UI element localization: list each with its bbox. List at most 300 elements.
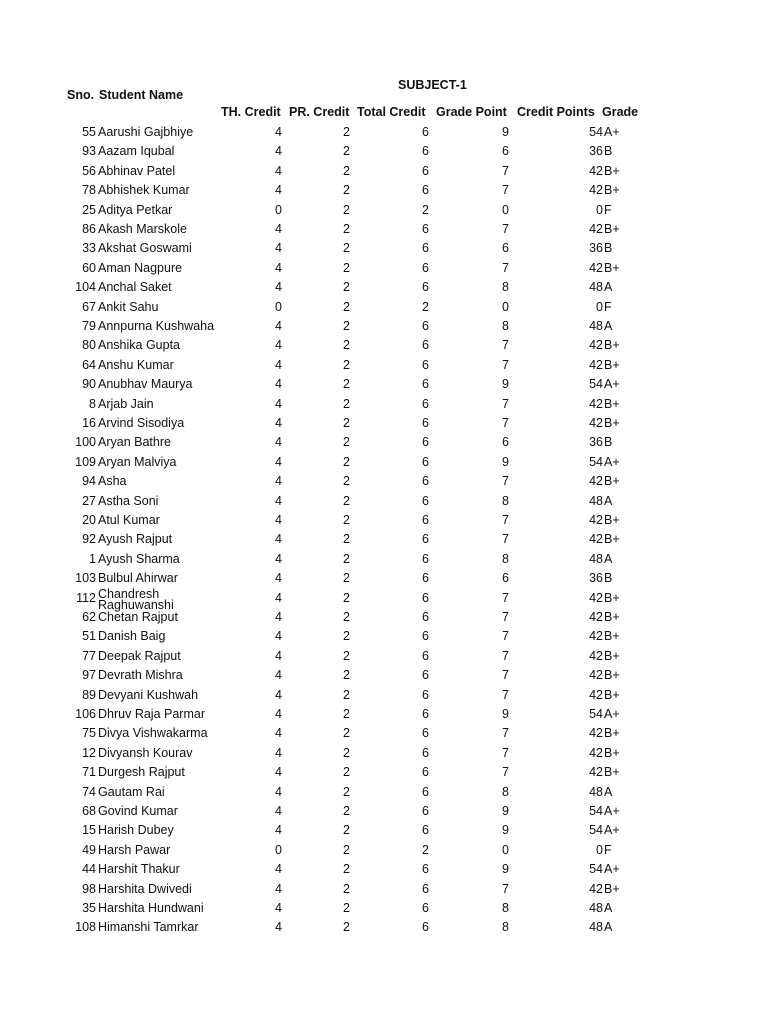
total-credit-cell: 6 xyxy=(422,532,429,547)
credit-points-cell: 42 xyxy=(589,513,603,527)
sno-cell: 15 xyxy=(82,823,96,838)
grade-cell: B+ xyxy=(604,590,620,605)
grade-cell: B+ xyxy=(604,357,620,372)
th-credit-cell: 4 xyxy=(275,590,282,605)
sno-cell: 71 xyxy=(82,765,96,780)
credit-points-cell: 36 xyxy=(589,144,603,159)
credit-points-cell: 42 xyxy=(589,668,603,683)
th-credit-cell: 4 xyxy=(275,357,282,372)
grade-point-cell: 6 xyxy=(502,571,509,586)
th-credit-cell: 4 xyxy=(275,183,282,198)
student-name-cell: Ayush Sharma xyxy=(98,551,180,566)
total-credit-cell: 6 xyxy=(422,474,429,489)
th-credit-cell: 4 xyxy=(275,687,282,702)
table-row xyxy=(0,356,768,375)
sno-cell: 80 xyxy=(82,338,96,353)
grade-cell: F xyxy=(604,299,612,314)
table-row xyxy=(0,744,768,763)
credit-points-cell: 54 xyxy=(589,707,603,721)
th-credit-cell: 4 xyxy=(275,862,282,877)
table-row xyxy=(0,608,768,627)
table-row xyxy=(0,841,768,860)
grade-cell: A xyxy=(604,319,613,333)
grade-point-cell: 7 xyxy=(502,726,509,741)
sno-cell: 112 xyxy=(76,590,96,605)
sno-cell: 92 xyxy=(82,532,96,547)
pr-credit-cell: 2 xyxy=(343,144,350,159)
grade-cell: A xyxy=(604,551,613,566)
student-name-cell: Divya Vishwakarma xyxy=(98,726,208,741)
credit-points-header: Credit Points xyxy=(517,105,595,119)
pr-credit-cell: 2 xyxy=(343,338,350,353)
th-credit-cell: 4 xyxy=(275,881,282,896)
grade-point-cell: 8 xyxy=(502,319,509,333)
grade-cell: B+ xyxy=(604,726,620,741)
total-credit-cell: 2 xyxy=(422,842,429,857)
pr-credit-cell: 2 xyxy=(343,474,350,489)
grade-cell: A+ xyxy=(604,823,620,838)
total-credit-cell: 6 xyxy=(422,280,429,295)
grade-point-cell: 6 xyxy=(502,435,509,450)
table-row xyxy=(0,821,768,840)
total-credit-cell: 6 xyxy=(422,163,429,178)
grade-point-cell: 7 xyxy=(502,629,509,644)
grade-cell: B+ xyxy=(604,532,620,547)
subject-heading: SUBJECT-1 xyxy=(398,78,467,92)
student-name-cell: Ankit Sahu xyxy=(98,299,159,314)
pr-credit-cell: 2 xyxy=(343,125,350,139)
credit-points-cell: 48 xyxy=(589,319,603,333)
grade-point-header: Grade Point xyxy=(436,105,507,119)
th-credit-cell: 4 xyxy=(275,222,282,236)
credit-points-cell: 42 xyxy=(589,416,603,430)
th-credit-cell: 4 xyxy=(275,629,282,644)
grade-cell: A+ xyxy=(604,707,620,721)
grade-cell: B+ xyxy=(604,687,620,702)
grade-point-cell: 6 xyxy=(502,241,509,256)
th-credit-cell: 4 xyxy=(275,745,282,760)
th-credit-cell: 4 xyxy=(275,551,282,566)
pr-credit-cell: 2 xyxy=(343,241,350,256)
grade-point-cell: 7 xyxy=(502,474,509,489)
student-name-cell: Aman Nagpure xyxy=(98,260,183,275)
student-name-cell: Gautam Rai xyxy=(98,784,165,799)
grade-point-cell: 7 xyxy=(502,610,509,624)
student-name-cell: Astha Soni xyxy=(98,493,159,508)
student-name-cell: Harshit Thakur xyxy=(98,862,180,877)
credit-points-cell: 48 xyxy=(589,280,603,295)
credit-points-cell: 42 xyxy=(589,745,603,760)
credit-points-cell: 42 xyxy=(589,260,603,275)
credit-points-cell: 42 xyxy=(589,183,603,198)
grade-cell: A+ xyxy=(604,454,620,469)
credit-points-cell: 42 xyxy=(589,396,603,411)
total-credit-cell: 6 xyxy=(422,513,429,527)
pr-credit-cell: 2 xyxy=(343,862,350,877)
table-row xyxy=(0,181,768,200)
grade-point-cell: 9 xyxy=(502,804,509,818)
sno-cell: 49 xyxy=(82,842,96,857)
table-row xyxy=(0,705,768,724)
grade-point-cell: 9 xyxy=(502,707,509,721)
student-name-cell: Annpurna Kushwaha xyxy=(98,319,215,333)
credit-points-cell: 48 xyxy=(589,551,603,566)
th-credit-cell: 4 xyxy=(275,765,282,780)
credit-points-cell: 42 xyxy=(589,687,603,702)
th-credit-cell: 4 xyxy=(275,435,282,450)
th-credit-cell: 4 xyxy=(275,454,282,469)
total-credit-cell: 6 xyxy=(422,144,429,159)
table-row xyxy=(0,453,768,472)
student-name-cell: Chetan Rajput xyxy=(98,610,178,624)
th-credit-cell: 4 xyxy=(275,163,282,178)
credit-points-cell: 48 xyxy=(589,784,603,799)
th-credit-cell: 4 xyxy=(275,260,282,275)
credit-points-cell: 42 xyxy=(589,590,603,605)
student-name-cell: Deepak Rajput xyxy=(98,648,181,663)
sno-cell: 78 xyxy=(82,183,96,198)
th-credit-cell: 4 xyxy=(275,513,282,527)
sno-cell: 98 xyxy=(82,881,96,896)
credit-points-cell: 0 xyxy=(596,842,603,857)
total-credit-cell: 6 xyxy=(422,125,429,139)
sno-cell: 64 xyxy=(82,357,96,372)
grade-cell: B xyxy=(604,241,613,256)
student-name-cell: Anchal Saket xyxy=(98,280,172,295)
grade-cell: A+ xyxy=(604,804,620,818)
table-row xyxy=(0,239,768,258)
total-credit-cell: 6 xyxy=(422,668,429,683)
total-credit-cell: 6 xyxy=(422,396,429,411)
pr-credit-cell: 2 xyxy=(343,920,350,935)
table-row xyxy=(0,724,768,743)
grade-point-cell: 8 xyxy=(502,551,509,566)
total-credit-cell: 6 xyxy=(422,377,429,392)
th-credit-cell: 4 xyxy=(275,610,282,624)
credit-points-cell: 54 xyxy=(589,823,603,838)
student-name-cell: Aditya Petkar xyxy=(98,202,173,217)
sno-cell: 68 xyxy=(82,804,96,818)
table-row xyxy=(0,336,768,355)
credit-points-cell: 54 xyxy=(589,377,603,392)
grade-point-cell: 9 xyxy=(502,125,509,139)
total-credit-cell: 6 xyxy=(422,707,429,721)
credit-points-cell: 0 xyxy=(596,202,603,217)
grade-point-cell: 7 xyxy=(502,648,509,663)
grade-point-cell: 8 xyxy=(502,280,509,295)
sno-cell: 97 xyxy=(82,668,96,683)
grade-cell: A xyxy=(604,901,613,915)
pr-credit-cell: 2 xyxy=(343,435,350,450)
table-row xyxy=(0,918,768,937)
total-credit-cell: 6 xyxy=(422,765,429,780)
th-credit-cell: 4 xyxy=(275,707,282,721)
th-credit-cell: 4 xyxy=(275,280,282,295)
pr-credit-cell: 2 xyxy=(343,260,350,275)
student-name-cell: Aryan Bathre xyxy=(98,435,171,450)
pr-credit-cell: 2 xyxy=(343,183,350,198)
student-name-cell: Abhinav Patel xyxy=(98,163,176,178)
sno-cell: 106 xyxy=(75,707,96,721)
student-name-cell: Bulbul Ahirwar xyxy=(98,571,178,586)
student-name-cell: Harish Dubey xyxy=(98,823,174,838)
grade-cell: B+ xyxy=(604,183,620,198)
grade-point-cell: 7 xyxy=(502,338,509,353)
grade-cell: B+ xyxy=(604,260,620,275)
sno-cell: 8 xyxy=(89,396,96,411)
grade-point-cell: 7 xyxy=(502,396,509,411)
grade-point-cell: 9 xyxy=(502,862,509,877)
student-name-cell: Devyani Kushwah xyxy=(98,687,199,702)
grade-point-cell: 7 xyxy=(502,687,509,702)
student-name-cell: Akash Marskole xyxy=(98,222,187,236)
th-credit-header: TH. Credit xyxy=(221,105,281,119)
grade-cell: F xyxy=(604,202,612,217)
credit-points-cell: 42 xyxy=(589,474,603,489)
th-credit-cell: 4 xyxy=(275,125,282,139)
grade-cell: A xyxy=(604,493,613,508)
table-row xyxy=(0,123,768,142)
table-row xyxy=(0,278,768,297)
credit-points-cell: 42 xyxy=(589,629,603,644)
pr-credit-cell: 2 xyxy=(343,745,350,760)
total-credit-cell: 6 xyxy=(422,357,429,372)
student-name-cell: Aryan Malviya xyxy=(98,454,177,469)
th-credit-cell: 4 xyxy=(275,532,282,547)
student-name-cell: Himanshi Tamrkar xyxy=(98,920,199,935)
grade-point-cell: 0 xyxy=(502,202,509,217)
grade-point-cell: 9 xyxy=(502,377,509,392)
total-credit-cell: 6 xyxy=(422,745,429,760)
total-credit-cell: 6 xyxy=(422,435,429,450)
credit-points-cell: 42 xyxy=(589,357,603,372)
table-row xyxy=(0,783,768,802)
grade-point-cell: 9 xyxy=(502,823,509,838)
sno-cell: 90 xyxy=(82,377,96,392)
sno-cell: 108 xyxy=(75,920,96,935)
grade-cell: B+ xyxy=(604,745,620,760)
sno-cell: 103 xyxy=(75,571,96,586)
grade-cell: A+ xyxy=(604,125,620,139)
credit-points-cell: 0 xyxy=(596,299,603,314)
grade-cell: B xyxy=(604,571,613,586)
pr-credit-cell: 2 xyxy=(343,416,350,430)
th-credit-cell: 4 xyxy=(275,823,282,838)
table-row xyxy=(0,142,768,161)
pr-credit-cell: 2 xyxy=(343,881,350,896)
sno-cell: 51 xyxy=(82,629,96,644)
pr-credit-cell: 2 xyxy=(343,590,350,605)
credit-points-cell: 36 xyxy=(589,241,603,256)
student-name-cell: Aarushi Gajbhiye xyxy=(98,125,194,139)
table-row xyxy=(0,201,768,220)
credit-points-cell: 48 xyxy=(589,901,603,915)
sno-cell: 62 xyxy=(82,610,96,624)
student-name-cell: Asha xyxy=(98,474,127,489)
pr-credit-cell: 2 xyxy=(343,299,350,314)
credit-points-cell: 42 xyxy=(589,532,603,547)
sno-cell: 55 xyxy=(82,125,96,139)
total-credit-cell: 6 xyxy=(422,687,429,702)
credit-points-cell: 48 xyxy=(589,493,603,508)
student-name-cell: Govind Kumar xyxy=(98,804,178,818)
student-name-cell: Anshu Kumar xyxy=(98,357,174,372)
student-name-cell: Aazam Iqubal xyxy=(98,144,175,159)
total-credit-cell: 6 xyxy=(422,183,429,198)
student-name-cell: Ayush Rajput xyxy=(98,532,173,547)
credit-points-cell: 42 xyxy=(589,163,603,178)
th-credit-cell: 4 xyxy=(275,648,282,663)
th-credit-cell: 4 xyxy=(275,726,282,741)
sno-cell: 77 xyxy=(82,648,96,663)
total-credit-cell: 6 xyxy=(422,901,429,915)
total-credit-cell: 6 xyxy=(422,319,429,333)
table-row xyxy=(0,162,768,181)
th-credit-cell: 0 xyxy=(275,842,282,857)
pr-credit-cell: 2 xyxy=(343,765,350,780)
grade-cell: A+ xyxy=(604,377,620,392)
credit-points-cell: 42 xyxy=(589,765,603,780)
grade-point-cell: 7 xyxy=(502,668,509,683)
total-credit-cell: 6 xyxy=(422,610,429,624)
total-credit-cell: 6 xyxy=(422,862,429,877)
grade-point-cell: 8 xyxy=(502,901,509,915)
grade-point-cell: 7 xyxy=(502,163,509,178)
grade-point-cell: 7 xyxy=(502,357,509,372)
grade-point-cell: 8 xyxy=(502,920,509,935)
sno-cell: 20 xyxy=(82,513,96,527)
student-name-cell: Anshika Gupta xyxy=(98,338,180,353)
table-row xyxy=(0,220,768,239)
student-name-cell: Akshat Goswami xyxy=(98,241,192,256)
total-credit-cell: 6 xyxy=(422,823,429,838)
total-credit-cell: 6 xyxy=(422,338,429,353)
grade-point-cell: 8 xyxy=(502,784,509,799)
pr-credit-cell: 2 xyxy=(343,202,350,217)
pr-credit-cell: 2 xyxy=(343,163,350,178)
grade-cell: B+ xyxy=(604,513,620,527)
th-credit-cell: 4 xyxy=(275,493,282,508)
credit-points-cell: 42 xyxy=(589,726,603,741)
sno-cell: 60 xyxy=(82,260,96,275)
sno-cell: 25 xyxy=(82,202,96,217)
credit-points-cell: 54 xyxy=(589,804,603,818)
sno-header: Sno. xyxy=(67,88,95,102)
table-row xyxy=(0,550,768,569)
total-credit-cell: 6 xyxy=(422,551,429,566)
table-row xyxy=(0,395,768,414)
sno-cell: 56 xyxy=(82,163,96,178)
th-credit-cell: 4 xyxy=(275,241,282,256)
total-credit-cell: 6 xyxy=(422,590,429,605)
table-row xyxy=(0,375,768,394)
pr-credit-cell: 2 xyxy=(343,222,350,236)
grade-point-cell: 8 xyxy=(502,493,509,508)
grade-cell: B+ xyxy=(604,648,620,663)
student-name-cell: Atul Kumar xyxy=(98,513,160,527)
pr-credit-cell: 2 xyxy=(343,648,350,663)
sno-cell: 104 xyxy=(75,280,96,295)
credit-points-cell: 42 xyxy=(589,610,603,624)
grade-cell: B+ xyxy=(604,629,620,644)
student-name-cell: Abhishek Kumar xyxy=(98,183,190,198)
table-row xyxy=(0,860,768,879)
sno-cell: 89 xyxy=(82,687,96,702)
total-credit-cell: 6 xyxy=(422,726,429,741)
grade-point-cell: 7 xyxy=(502,765,509,780)
pr-credit-cell: 2 xyxy=(343,319,350,333)
table-row xyxy=(0,686,768,705)
grade-cell: B+ xyxy=(604,474,620,489)
credit-points-cell: 42 xyxy=(589,222,603,236)
pr-credit-cell: 2 xyxy=(343,842,350,857)
sno-cell: 93 xyxy=(82,144,96,159)
total-credit-cell: 6 xyxy=(422,571,429,586)
grade-point-cell: 7 xyxy=(502,222,509,236)
pr-credit-cell: 2 xyxy=(343,280,350,295)
total-credit-cell: 6 xyxy=(422,416,429,430)
pr-credit-cell: 2 xyxy=(343,668,350,683)
th-credit-cell: 0 xyxy=(275,299,282,314)
pr-credit-cell: 2 xyxy=(343,629,350,644)
th-credit-cell: 4 xyxy=(275,396,282,411)
sno-cell: 94 xyxy=(82,474,96,489)
total-credit-cell: 6 xyxy=(422,241,429,256)
grade-cell: A xyxy=(604,280,613,295)
pr-credit-cell: 2 xyxy=(343,513,350,527)
table-row xyxy=(0,569,768,588)
grade-point-cell: 6 xyxy=(502,144,509,159)
grade-point-cell: 7 xyxy=(502,260,509,275)
pr-credit-cell: 2 xyxy=(343,532,350,547)
student-name-header: Student Name xyxy=(99,88,184,102)
pr-credit-cell: 2 xyxy=(343,377,350,392)
total-credit-cell: 6 xyxy=(422,804,429,818)
sno-cell: 12 xyxy=(82,745,96,760)
pr-credit-cell: 2 xyxy=(343,726,350,741)
grade-point-cell: 9 xyxy=(502,454,509,469)
grade-point-cell: 7 xyxy=(502,513,509,527)
grade-point-cell: 7 xyxy=(502,745,509,760)
sno-cell: 27 xyxy=(82,493,96,508)
pr-credit-cell: 2 xyxy=(343,687,350,702)
table-row xyxy=(0,433,768,452)
th-credit-cell: 4 xyxy=(275,377,282,392)
table-row xyxy=(0,317,768,336)
sno-cell: 109 xyxy=(75,454,96,469)
table-row xyxy=(0,666,768,685)
total-credit-cell: 6 xyxy=(422,222,429,236)
total-credit-cell: 6 xyxy=(422,648,429,663)
table-row xyxy=(0,899,768,918)
table-row xyxy=(0,298,768,317)
sno-cell: 100 xyxy=(75,435,96,450)
total-credit-header: Total Credit xyxy=(357,105,426,119)
grade-cell: B+ xyxy=(604,881,620,896)
grade-cell: A xyxy=(604,784,613,799)
pr-credit-cell: 2 xyxy=(343,357,350,372)
total-credit-cell: 6 xyxy=(422,881,429,896)
credit-points-cell: 42 xyxy=(589,338,603,353)
th-credit-cell: 4 xyxy=(275,144,282,159)
credit-points-cell: 42 xyxy=(589,881,603,896)
student-name-cell: Danish Baig xyxy=(98,629,166,644)
student-name-cell: Arjab Jain xyxy=(98,396,154,411)
table-row xyxy=(0,414,768,433)
th-credit-cell: 0 xyxy=(275,202,282,217)
th-credit-cell: 4 xyxy=(275,668,282,683)
total-credit-cell: 6 xyxy=(422,493,429,508)
